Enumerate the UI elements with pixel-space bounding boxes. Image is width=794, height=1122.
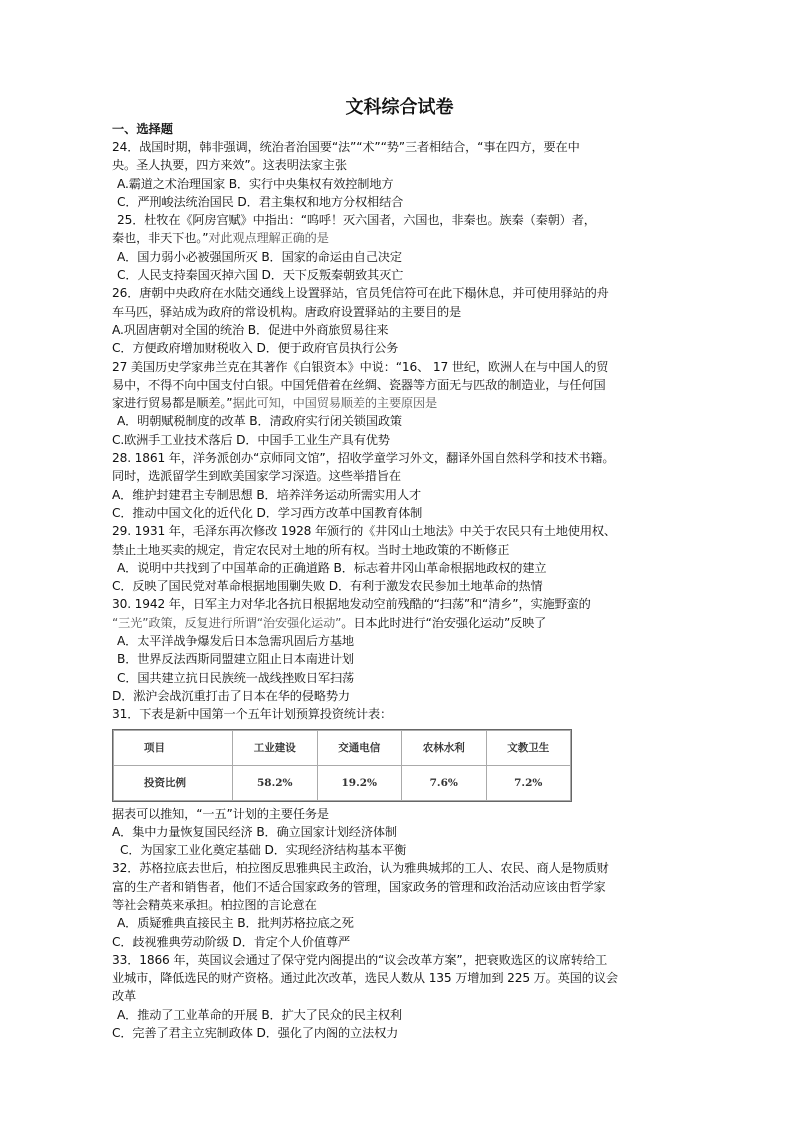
q28-stem-line-2: 同时，选派留学生到欧美国家学习深造。这些举措旨在 [112,469,401,484]
investment-table [113,730,571,801]
q24-options-cd: C．严刑峻法统治国民 D．君主集权和地方分权相结合 [117,194,404,209]
q30-stem-part-2: 。日本此时进行“治安强化运动”反映了 [341,615,547,630]
q30-option-b: B．世界反法西斯同盟建立阻止日本南进计划 [117,652,354,667]
table-cell: 投资比例 [114,765,233,800]
q26-stem-line-1: 26．唐朝中央政府在水陆交通线上设置驿站，官员凭信符可在此下榻休息，并可使用驿站的舟 [112,286,609,301]
q29-stem-line-1: 29. 1931 年，毛泽东再次修改 1928 年颁行的《井冈山土地法》中关于农民只有土地使用权、 [112,524,616,539]
q33-stem-line-3: 改革 [112,989,137,1004]
table-header-cell: 农林水利 [402,730,487,765]
table-row [114,765,571,800]
table-header-row [114,730,571,765]
q27-stem-line-1: 27 美国历史学家弗兰克在其著作《白银资本》中说：“16、 17 世纪，欧洲人在与中国人的贸 [112,359,609,374]
q27-question: 据此可知，中国贸易顺差的主要原因是 [232,396,438,411]
q27-options-cd: C.欧洲手工业技术落后 D．中国手工业生产具有优势 [112,432,390,447]
table-header-cell: 工业建设 [233,730,318,765]
q33-options-ab: A．推动了工业革命的开展 B．扩大了民众的民主权利 [117,1007,402,1022]
q30-stem-line-1: 30. 1942 年，日军主力对华北各抗日根据地发动空前残酷的“扫荡”和“清乡”，实施野蛮的 [112,597,591,612]
q27-stem-line-2: 易中，不得不向中国支付白银。中国凭借着在丝绸、瓷器等方面无与匹敌的制造业，与任何国 [112,377,606,392]
q25-options-ab: A．国力弱小必被强国所灭 B．国家的命运由自己决定 [117,249,402,264]
q30-stem-part-1: “三光”政策，反复进行所谓“治安强化运动” [112,615,342,630]
q29-stem-line-2: 禁止土地买卖的规定，肯定农民对土地的所有权。当时土地政策的不断修正 [112,542,510,557]
q25-options-cd: C．人民支持秦国灭掉六国 D．天下反叛秦朝致其灭亡 [117,268,404,283]
q32-stem-line-1: 32．苏格拉底去世后，柏拉图反思雅典民主政治，认为雅典城邦的工人、农民、商人是物质财 [112,861,609,876]
q24-options-ab: A.霸道之术治理国家 B．实行中央集权有效控制地方 [117,176,394,191]
q33-stem-line-2: 业城市，降低选民的财产资格。通过此次改革，选民人数从 135 万增加到 225 万。英国的议会 [112,971,618,986]
q31-stem-line-1: 31．下表是新中国第一个五年计划预算投资统计表： [112,707,393,722]
exam-page [112,96,687,1042]
q31-options-cd: C．为国家工业化奠定基础 D．实现经济结构基本平衡 [120,843,407,858]
q25-stem-line-2 [112,229,687,247]
q30-stem-line-2 [112,614,687,632]
q27-quote-end: 家进行贸易都是顺差。” [112,396,233,411]
q28-options-ab: A．维护封建君主专制思想 B．培养洋务运动所需实用人才 [112,487,422,502]
table-header-cell: 项目 [114,730,233,765]
q32-stem-line-2: 富的生产者和销售者，他们不适合国家政务的管理，国家政务的管理和政治活动应该由哲学家 [112,879,606,894]
q29-options-cd: C．反映了国民党对革命根据地围剿失败 D．有利于激发农民参加土地革命的热情 [112,579,543,594]
q33-options-cd: C．完善了君主立宪制政体 D．强化了内阁的立法权力 [112,1026,399,1041]
q30-option-d: D．淞沪会战沉重打击了日本在华的侵略势力 [112,688,350,703]
q25-question: 对此观点理解正确的是 [208,231,329,246]
q32-stem-line-3: 等社会精英来承担。柏拉图的言论意在 [112,897,317,912]
q24-stem-line-1: 24．战国时期，韩非强调，统治者治国要“法”“术”“势”三者相结合，“事在四方，要在中 [112,140,580,154]
q28-options-cd: C．推动中国文化的近代化 D．学习西方改革中国教育体制 [112,505,423,520]
q28-stem-line-1: 28. 1861 年，洋务派创办“京师同文馆”，招收学童学习外文，翻译外国自然科学和技术书籍。 [112,451,615,466]
table-header-cell: 文教卫生 [486,730,571,765]
q26-options-cd: C．方便政府增加财税收入 D．便于政府官员执行公务 [112,341,399,356]
q29-options-ab: A．说明中共找到了中国革命的正确道路 B．标志着井冈山革命根据地政权的建立 [117,560,547,575]
q30-option-a: A．太平洋战争爆发后日本急需巩固后方基地 [117,634,354,649]
q25-stem-line-1: 25．杜牧在《阿房宫赋》中指出：“呜呼！灭六国者，六国也，非秦也。族秦（秦朝）者， [117,213,596,228]
section-heading: 一、选择题 [112,122,173,136]
table-header-cell: 交通电信 [317,730,402,765]
q26-options-ab: A.巩固唐朝对全国的统治 B．促进中外商旅贸易往来 [112,322,389,337]
q24-stem-line-2: 央。圣人执要，四方来效”。这表明法家主张 [112,158,347,173]
table-cell: 7.2% [486,765,571,800]
q31-options-ab: A．集中力量恢复国民经济 B．确立国家计划经济体制 [112,824,397,839]
q33-stem-line-1: 33．1866 年，英国议会通过了保守党内阁提出的“议会改革方案”，把衰败选区的议席转给工 [112,952,608,967]
q27-stem-line-3 [112,394,687,412]
table-cell: 58.2% [233,765,318,800]
q32-options-cd: C．歧视雅典劳动阶级 D．肯定个人价值尊严 [112,934,350,949]
table-cell: 19.2% [317,765,402,800]
q30-option-c: C．国共建立抗日民族统一战线挫败日军扫荡 [117,670,355,685]
investment-table-frame [112,729,572,802]
page-title: 文科综合试卷 [345,97,454,118]
q32-options-ab: A．质疑雅典直接民主 B．批判苏格拉底之死 [117,916,354,931]
q25-quote-end: 秦也，非天下也。” [112,231,209,246]
q27-options-ab: A．明朝赋税制度的改革 B．清政府实行闭关锁国政策 [117,414,402,429]
q26-stem-line-2: 车马匹，驿站成为政府的常设机构。唐政府设置驿站的主要目的是 [112,304,462,319]
table-cell: 7.6% [402,765,487,800]
q31-question: 据表可以推知，“一五”计划的主要任务是 [112,806,329,821]
